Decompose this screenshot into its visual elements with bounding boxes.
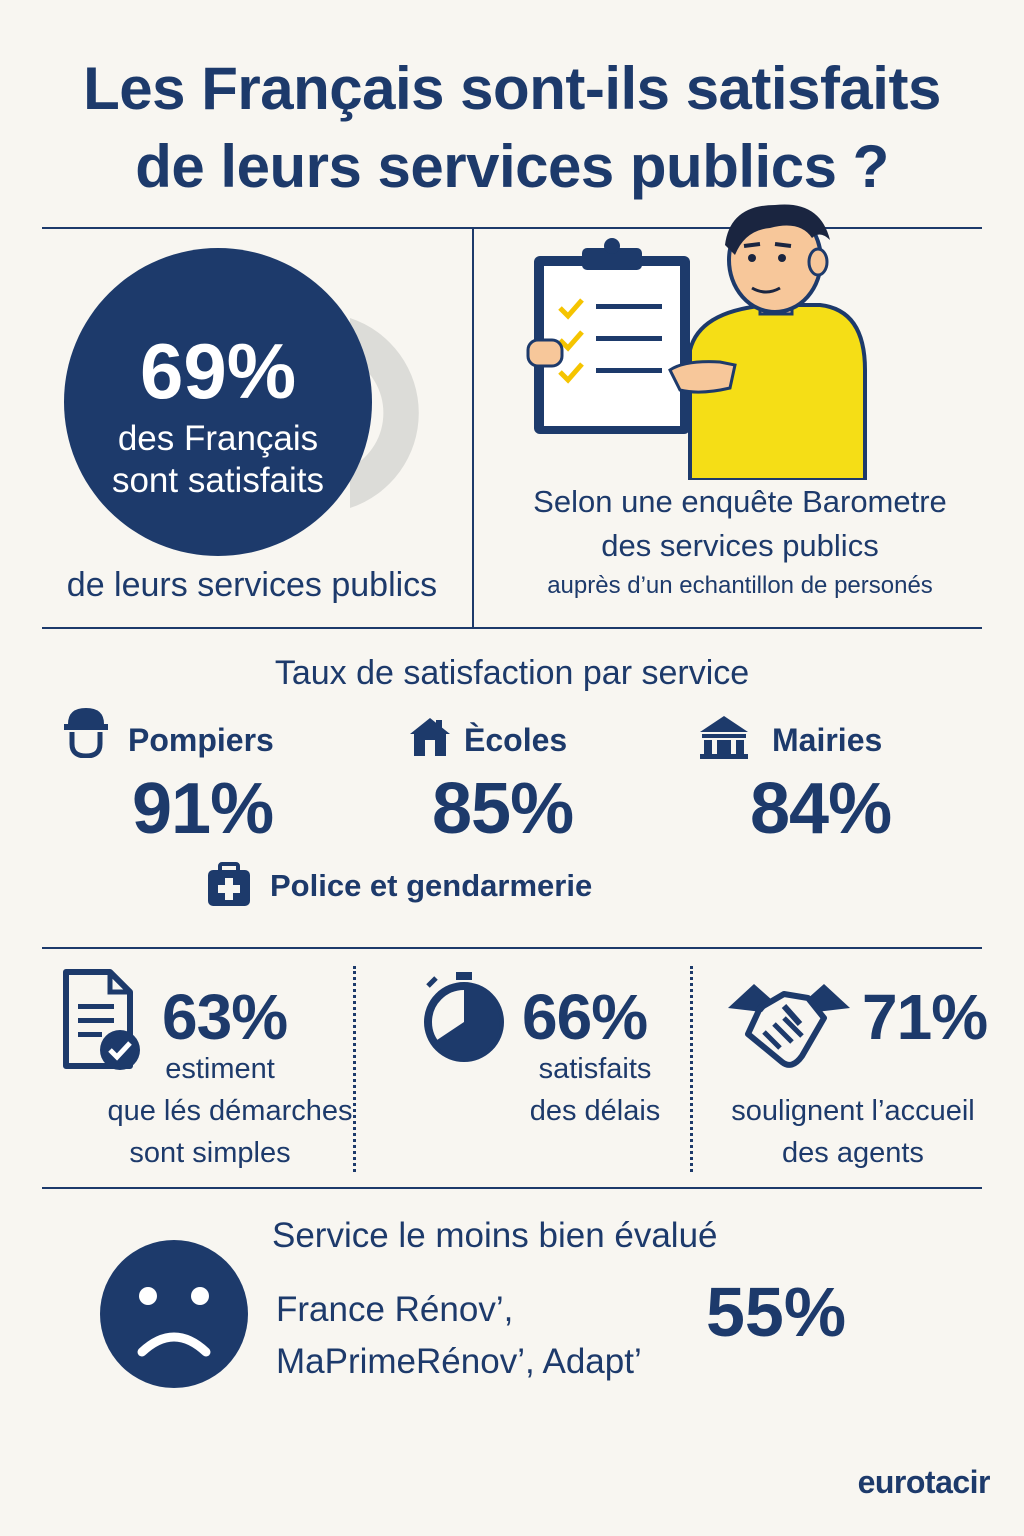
service-percent-ecoles: 85% — [432, 769, 574, 849]
headline-percent: 69% — [139, 327, 297, 415]
stat-accueil-line-1: soulignent l’accueil — [731, 1095, 975, 1127]
person-with-clipboard-illustration — [520, 200, 880, 480]
survey-line-3: auprès d’un echantillon de personés — [547, 572, 933, 599]
stat-text-delais — [500, 1048, 690, 1132]
headline-circle — [64, 248, 372, 556]
stat-text-demarches — [40, 1048, 420, 1174]
title-line-1: Les Français sont-ils satisfaits — [83, 55, 941, 122]
divider — [42, 1187, 982, 1189]
lowest-services-line-2: MaPrimeRénov’, Adapt’ — [276, 1342, 642, 1381]
stat-accueil-line-2: des agents — [782, 1137, 924, 1169]
school-house-icon — [408, 716, 452, 758]
divider — [42, 627, 982, 629]
title-line-2: de leurs services publics ? — [135, 133, 889, 200]
stat-demarches-line-1: estiment — [165, 1053, 275, 1085]
town-hall-icon — [698, 714, 750, 760]
section-title-by-service: Taux de satisfaction par service — [274, 654, 750, 692]
stat-demarches-line-3: sont simples — [129, 1137, 291, 1169]
handshake-icon — [724, 978, 854, 1078]
divider-vertical — [472, 228, 474, 628]
service-percent-mairies: 84% — [750, 769, 892, 849]
survey-line-1: Selon une enquête Barometre — [533, 484, 947, 519]
service-label-ecoles: Ècoles — [464, 722, 568, 758]
lowest-title: Service le moins bien évalué — [272, 1216, 718, 1255]
service-percent-pompiers: 91% — [132, 769, 274, 849]
headline-caption-line-3: de leurs services publics — [66, 566, 438, 604]
service-label-police: Police et gendarmerie — [270, 868, 593, 903]
lowest-services — [276, 1284, 642, 1388]
stat-delais-line-1: satisfaits — [538, 1053, 652, 1085]
divider-dotted — [690, 966, 693, 1172]
brand-logo: eurotacir — [857, 1464, 990, 1500]
timer-icon — [420, 970, 508, 1062]
stat-delais-line-2: des délais — [529, 1095, 661, 1127]
headline-caption — [64, 418, 372, 502]
lowest-services-line-1: France Rénov’, — [276, 1290, 514, 1329]
service-label-mairies: Mairies — [772, 722, 883, 758]
firefighter-helmet-icon — [62, 706, 110, 758]
stat-percent-demarches: 63% — [162, 981, 288, 1053]
sad-face-icon — [98, 1238, 250, 1390]
medical-cross-icon — [206, 862, 252, 908]
headline-caption-line-1: des Français — [117, 419, 319, 458]
stat-percent-accueil: 71% — [862, 981, 988, 1053]
lowest-percent: 55% — [706, 1273, 847, 1351]
survey-line-2: des services publics — [601, 528, 879, 563]
survey-source — [490, 480, 990, 604]
stat-percent-delais: 66% — [522, 981, 648, 1053]
divider — [42, 947, 982, 949]
page-title — [0, 50, 1024, 206]
service-label-pompiers: Pompiers — [128, 722, 274, 758]
stat-demarches-line-2: que lés démarches — [107, 1095, 353, 1127]
headline-caption-line-2: sont satisfaits — [111, 461, 325, 500]
stat-text-accueil — [700, 1090, 1006, 1174]
